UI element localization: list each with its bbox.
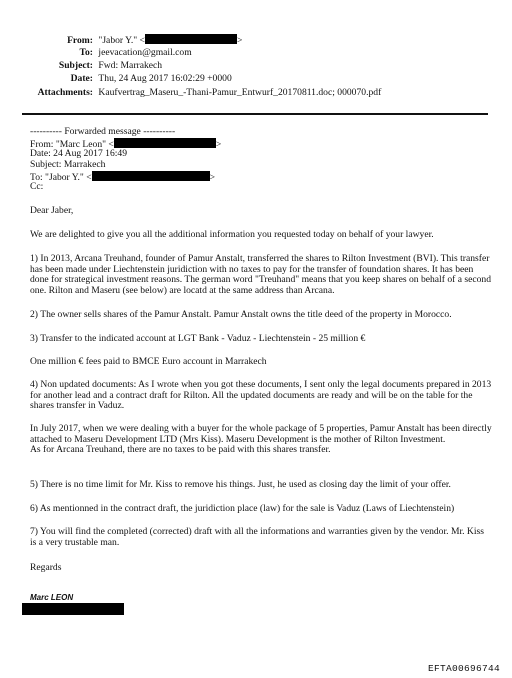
body-paragraph-3b xyxy=(30,357,492,368)
forwarded-to-tail: > xyxy=(209,172,216,183)
header-attachments-row xyxy=(0,87,381,100)
bates-number: EFTA00696744 xyxy=(427,663,500,674)
body-paragraph-6 xyxy=(30,504,492,515)
body-paragraph-1 xyxy=(30,254,492,297)
header-subject-value: Fwd: Marrakech xyxy=(98,60,163,71)
paragraph-4b-text: In July 2017, when we were dealing with a buyer for the whole package of 5 properties, Pamur Anstalt has been directly attached to Maseru Development LTD (Mrs Kiss). Maseru Development is the mother of Rilton Investment. xyxy=(30,423,492,445)
header-date-row xyxy=(0,73,232,86)
paragraph-4c-text: As for Arcana Treuhand, there are no taxes to be paid with this shares transfer. xyxy=(30,444,331,456)
paragraph-5-text: 5) There is no time limit for Mr. Kiss to remove his things. Just, he used as closing day the limit of your offer. xyxy=(30,479,451,490)
redaction-bar xyxy=(145,34,237,44)
body-closing xyxy=(30,563,492,574)
header-to-label: To: xyxy=(79,47,93,58)
header-from-tail: > xyxy=(236,35,243,46)
body-paragraph-7 xyxy=(30,527,492,548)
redaction-bar xyxy=(114,138,216,148)
body-greeting xyxy=(30,206,492,217)
paragraph-2-text: 2) The owner sells shares of the Pamur Anstalt. Pamur Anstalt owns the title deed of the property in Morocco. xyxy=(30,309,452,320)
forwarded-to: To: "Jabor Y." < xyxy=(30,172,92,183)
forwarded-to-row xyxy=(30,171,215,184)
paragraph-3-text: 3) Transfer to the indicated account at LGT Bank - Vaduz - Liechtenstein - 25 million € xyxy=(30,333,366,344)
forwarded-date: Date: 24 Aug 2017 16:49 xyxy=(30,148,127,159)
body-paragraph-3 xyxy=(30,334,492,345)
body-intro xyxy=(30,230,492,241)
paragraph-3b-text: One million € fees paid to BMCE Euro account in Marrakech xyxy=(30,356,267,367)
body-paragraph-5 xyxy=(30,480,492,491)
header-to-row xyxy=(0,47,192,60)
paragraph-6-text: 6) As mentionned in the contract draft, the juridiction place (law) for the sale is Vaduz (Laws of Liechtenstein) xyxy=(30,503,455,514)
redaction-bar xyxy=(92,171,210,181)
paragraph-4-text: 4) Non updated documents: As I wrote when you got these documents, I sent only the legal documents prepared in 2013 for another lead and a contract draft for Rilton. All the updated documents are ready and will be on the table for the shares transfer in Vaduz. xyxy=(30,379,492,412)
header-attachments-value: Kaufvertrag_Maseru_-Thani-Pamur_Entwurf_20170811.doc; 000070.pdf xyxy=(98,87,382,98)
header-from-value: "Jabor Y." < xyxy=(98,35,145,46)
paragraph-1-text: 1) In 2013, Arcana Treuhand, founder of Pamur Anstalt, transferred the shares to Rilton Investment (BVI). This transfer has been made under Liechtenstein juridiction with no taxes to pay for the transfer of foundation shares. It has been done for strategical investment reasons. The german word "Treuhand" means that you keep shares on behalf of a second one. Rilton and Maseru (see below) are locatd at the same address than Arcana. xyxy=(30,253,492,297)
header-subject-label: Subject: xyxy=(58,60,93,71)
header-date-label: Date: xyxy=(70,73,93,84)
forwarded-from: From: "Marc Leon" < xyxy=(30,139,114,150)
body-paragraph-2 xyxy=(30,310,492,321)
redaction-bar xyxy=(22,603,124,615)
header-date-value: Thu, 24 Aug 2017 16:02:29 +0000 xyxy=(98,73,232,84)
body-paragraph-4b xyxy=(30,424,492,456)
signature-name: Marc LEON xyxy=(30,593,74,602)
forwarded-cc: Cc: xyxy=(30,181,44,192)
intro-text: We are delighted to give you all the additional information you requested today on behalf of your lawyer. xyxy=(30,229,434,240)
forwarded-from-tail: > xyxy=(215,139,222,150)
forwarded-marker: ---------- Forwarded message ---------- xyxy=(30,126,176,137)
header-attachments-label: Attachments: xyxy=(37,87,93,98)
header-to-value: jeevacation@gmail.com xyxy=(98,47,192,58)
header-subject-row xyxy=(0,60,162,73)
forwarded-subject: Subject: Marrakech xyxy=(30,159,106,170)
header-divider xyxy=(22,113,488,115)
header-from-row xyxy=(0,34,242,48)
body-paragraph-4 xyxy=(30,380,492,412)
closing-text: Regards xyxy=(30,562,62,573)
header-from-label: From: xyxy=(67,35,93,46)
paragraph-7-text: 7) You will find the completed (corrected) draft with all the informations and warranties given by the vendor. Mr. Kiss is a very trustable man. xyxy=(30,526,484,548)
greeting-text: Dear Jaber, xyxy=(30,205,74,216)
